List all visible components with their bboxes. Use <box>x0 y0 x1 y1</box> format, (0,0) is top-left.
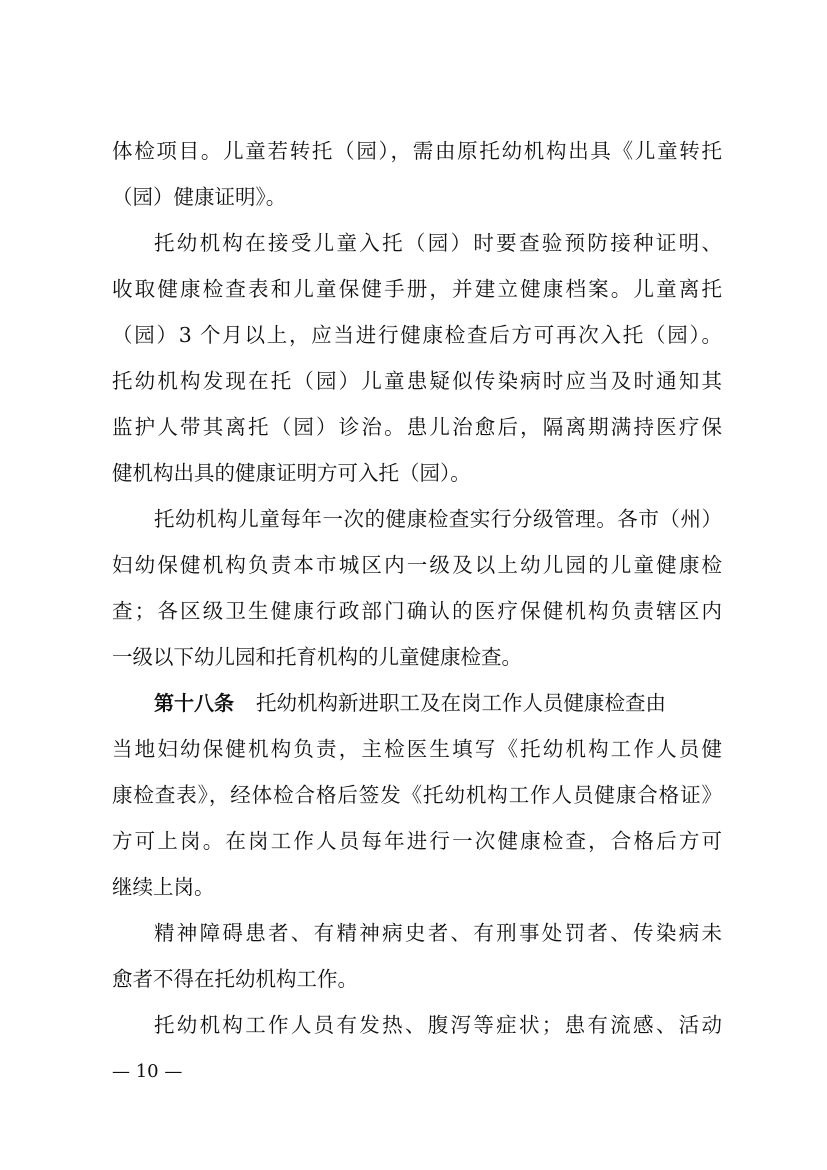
text-line: 体检项目。儿童若转托（园），需由原托幼机构出具《儿童转托 <box>112 139 722 163</box>
article-first-line: 托幼机构新进职工及在岗工作人员健康检查由 <box>256 691 666 715</box>
article-line <box>112 680 722 726</box>
article-label: 第十八条 <box>154 691 234 715</box>
text-line: 收取健康检查表和儿童保健手册，并建立健康档案。儿童离托 <box>112 277 722 301</box>
text-line: 托幼机构发现在托（园）儿童患疑似传染病时应当及时通知其 <box>112 369 722 393</box>
text-line: 康检查表》，经体检合格后签发《托幼机构工作人员健康合格证》 <box>112 783 722 807</box>
text-line: （园）健康证明》。 <box>112 185 287 209</box>
text-line: 方可上岗。在岗工作人员每年进行一次健康检查，合格后方可 <box>112 829 722 853</box>
text-line: 精神障碍患者、有精神病史者、有刑事处罚者、传染病未 <box>154 921 722 945</box>
text-line: 愈者不得在托幼机构工作。 <box>112 967 358 991</box>
text-line: 托幼机构工作人员有发热、腹泻等症状；患有流感、活动 <box>154 1013 722 1037</box>
text-line: 继续上岗。 <box>112 875 215 899</box>
text-line: 当地妇幼保健机构负责，主检医生填写《托幼机构工作人员健 <box>112 737 722 761</box>
document-body <box>112 128 722 1048</box>
text-line: 查；各区级卫生健康行政部门确认的医疗保健机构负责辖区内 <box>112 599 722 623</box>
page-number: — 10 — <box>112 1061 183 1082</box>
text-line: 监护人带其离托（园）诊治。患儿治愈后，隔离期满持医疗保 <box>112 415 722 439</box>
text-line: 健机构出具的健康证明方可入托（园）。 <box>112 461 471 485</box>
text-line: （园）3 个月以上，应当进行健康检查后方可再次入托（园）。 <box>112 323 722 347</box>
text-line: 托幼机构儿童每年一次的健康检查实行分级管理。各市（州） <box>154 507 722 531</box>
text-line: 托幼机构在接受儿童入托（园）时要查验预防接种证明、 <box>154 231 722 255</box>
text-line: 妇幼保健机构负责本市城区内一级及以上幼儿园的儿童健康检 <box>112 553 722 577</box>
text-line: 一级以下幼儿园和托育机构的儿童健康检查。 <box>112 645 522 669</box>
